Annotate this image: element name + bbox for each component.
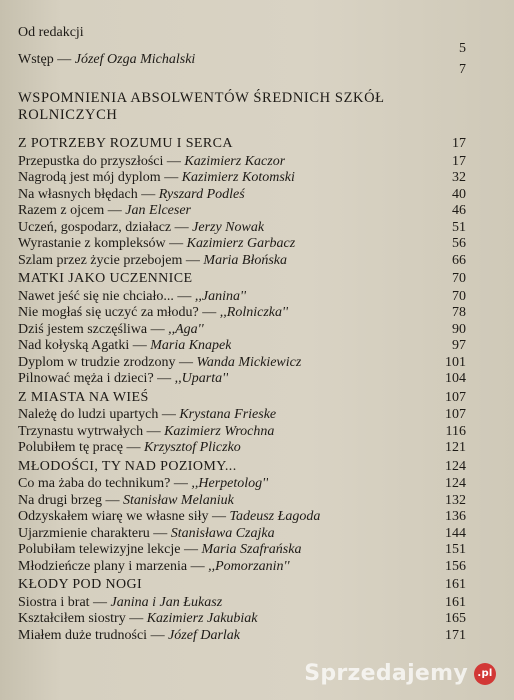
entry-title: Razem z ojcem — [18, 203, 105, 218]
toc-entry: Młodzieńcze plany i marzenia — ,,Pomorzanin'' 156 — [18, 558, 466, 574]
entry-author: Kazimierz Garbacz — [186, 236, 296, 251]
part-heading-line2: ROLNICZYCH — [18, 107, 118, 123]
entry-page: 70 — [452, 288, 466, 304]
entry-author: ,,Uparta'' — [174, 371, 229, 386]
part-heading-line1: WSPOMNIENIA ABSOLWENTÓW ŚREDNICH SZKÓŁ — [18, 90, 385, 106]
entry-page: 5 — [459, 41, 466, 56]
entry-page: 132 — [445, 492, 466, 508]
entry-title: Pilnować męża i dzieci? — [18, 371, 154, 386]
toc-entry: Odzyskałem wiarę we własne siły — Tadeusz Łagoda 136 — [18, 509, 466, 524]
entry-title: Przepustka do przyszłości — [18, 153, 164, 169]
entry-title: Polubiłem tę pracę — [18, 440, 123, 455]
entry-author: Krystana Frieske — [179, 407, 277, 422]
entry-author: ,,Pomorzanin'' — [208, 558, 290, 574]
entry-title: Na własnych błędach — [18, 186, 138, 202]
toc-section-heading — [18, 389, 466, 406]
watermark-badge: .pl — [474, 663, 496, 685]
entry-page: 101 — [445, 354, 466, 370]
toc-entry-wstep: Wstęp — Józef Ozga Michalski — [18, 52, 196, 67]
entry-page: 165 — [445, 611, 466, 626]
entry-page: 121 — [445, 440, 466, 455]
entry-page: 46 — [452, 203, 466, 218]
toc-entry: Dyplom w trudzie zrodzony — Wanda Mickiewicz 101 — [18, 354, 466, 370]
entry-page: 97 — [452, 338, 466, 353]
entry-title: Nad kołyską Agatki — [18, 338, 130, 353]
entry-page: 104 — [445, 371, 466, 386]
entry-title: Odzyskałem wiarę we własne siły — [18, 509, 209, 524]
entry-title: Szlam przez życie przebojem — [18, 252, 183, 268]
entry-title: Należę do ludzi upartych — [18, 407, 159, 422]
entry-page: 161 — [445, 594, 466, 610]
toc-entry: Uczeń, gospodarz, działacz — Jerzy Nowak 51 — [18, 219, 466, 235]
toc-entry: Co ma żaba do technikum? — ,,Herpetolog'' 124 — [18, 476, 466, 491]
toc-entry: Przepustka do przyszłości — Kazimierz Kaczor 17 — [18, 153, 466, 169]
entry-author: ,,Herpetolog'' — [191, 476, 269, 491]
toc-entry: Szlam przez życie przebojem — Maria Błońska 66 — [18, 252, 466, 268]
entry-author: Józef Darlak — [168, 627, 241, 643]
watermark-logo: Sprzedajemy .pl — [304, 661, 496, 686]
entry-author: ,,Janina'' — [194, 288, 246, 304]
entry-page: 78 — [452, 305, 466, 320]
section-page: 70 — [452, 271, 466, 286]
entry-title: Siostra i brat — [18, 594, 90, 610]
entry-page: 32 — [452, 170, 466, 185]
entry-page: 151 — [445, 542, 466, 557]
toc-entry: Siostra i brat — Janina i Jan Łukasz 161 — [18, 594, 466, 610]
section-page: 107 — [445, 389, 466, 405]
toc-entry: Trzynastu wytrwałych — Kazimierz Wrochna 116 — [18, 423, 466, 439]
toc-entry: Na własnych błędach — Ryszard Podleś 40 — [18, 186, 466, 202]
entry-title: Polubiłam telewizyjne lekcje — [18, 542, 181, 557]
toc-entry: Dziś jestem szczęśliwa — ,,Aga'' 90 — [18, 321, 466, 337]
entry-author: Maria Szafrańska — [201, 542, 302, 557]
section-title: MŁODOŚCI, TY NAD POZIOMY... — [18, 458, 237, 474]
entry-title: Miałem duże trudności — [18, 627, 148, 643]
section-page: 17 — [452, 136, 466, 151]
entry-author: Wanda Mickiewicz — [196, 354, 302, 370]
entry-title: Co ma żaba do technikum? — [18, 476, 171, 491]
toc-entry: Ujarzmienie charakteru — Stanisława Czajka 144 — [18, 525, 466, 541]
toc-entry: Nie mogłaś się uczyć za młodu? — ,,Rolniczka'' 78 — [18, 305, 466, 320]
entry-title: Trzynastu wytrwałych — [18, 423, 144, 439]
entry-author: Maria Knapek — [150, 338, 232, 353]
entry-page: 136 — [445, 509, 466, 524]
toc-section-heading — [18, 576, 466, 593]
entry-title: Wstęp — [18, 52, 54, 67]
section-page: 161 — [445, 577, 466, 592]
entry-title: Nie mogłaś się uczyć za młodu? — [18, 305, 199, 320]
entry-title: Kształciłem siostry — [18, 611, 126, 626]
toc-entry-od-redakcji — [18, 24, 466, 41]
entry-page: 7 — [459, 62, 466, 77]
entry-author: Kazimierz Kaczor — [184, 153, 286, 169]
entry-title: Uczeń, gospodarz, działacz — [18, 219, 172, 235]
entry-author: ,,Rolniczka'' — [219, 305, 288, 320]
entry-author: Maria Błońska — [203, 252, 288, 268]
toc-section-heading — [18, 458, 466, 475]
section-title: Z POTRZEBY ROZUMU I SERCA — [18, 136, 233, 151]
entry-title: Dziś jestem szczęśliwa — [18, 321, 148, 337]
section-page: 124 — [445, 458, 466, 474]
entry-page: 107 — [445, 407, 466, 422]
entry-page: 17 — [452, 153, 466, 169]
section-title: Z MIASTA NA WIEŚ — [18, 389, 149, 405]
entry-page: 171 — [445, 627, 466, 643]
toc-entry: Kształciłem siostry — Kazimierz Jakubiak 165 — [18, 611, 466, 626]
entry-page: 124 — [445, 476, 466, 491]
entry-author: Kazimierz Kotomski — [181, 170, 295, 185]
toc-entry: Na drugi brzeg — Stanisław Melaniuk 132 — [18, 492, 466, 508]
entry-title: Dyplom w trudzie zrodzony — [18, 354, 176, 370]
toc-entry-wstep-page — [18, 61, 466, 78]
toc-entry: Pilnować męża i dzieci? — ,,Uparta'' 104 — [18, 371, 466, 386]
entry-page: 90 — [452, 321, 466, 337]
entry-page: 40 — [452, 186, 466, 202]
entry-page: 56 — [452, 236, 466, 251]
entry-title: Na drugi brzeg — [18, 492, 102, 508]
entry-author: Józef Ozga Michalski — [74, 52, 196, 67]
toc-entry: Wyrastanie z kompleksów — Kazimierz Garbacz 56 — [18, 236, 466, 251]
entry-author: Kazimierz Wrochna — [164, 423, 275, 439]
entry-author: Jan Elceser — [125, 203, 191, 218]
toc-entry: Miałem duże trudności — Józef Darlak 171 — [18, 627, 466, 643]
entry-author: Krzysztof Pliczko — [143, 440, 241, 455]
entry-title: Nawet jeść się nie chciało... — [18, 288, 174, 304]
entry-title: Wyrastanie z kompleksów — [18, 236, 166, 251]
entry-author: ,,Aga'' — [168, 321, 204, 337]
entry-author: Stanisława Czajka — [170, 525, 275, 541]
toc-section-heading — [18, 135, 466, 152]
entry-page: 116 — [445, 423, 466, 439]
entry-page: 51 — [452, 219, 466, 235]
entry-author: Ryszard Podleś — [158, 186, 245, 202]
toc-entry: Razem z ojcem — Jan Elceser 46 — [18, 203, 466, 218]
entry-author: Janina i Jan Łukasz — [110, 594, 223, 610]
entry-author: Jerzy Nowak — [192, 219, 265, 235]
entry-author: Tadeusz Łagoda — [229, 509, 321, 524]
entry-page: 156 — [445, 558, 466, 574]
section-title: MATKI JAKO UCZENNICE — [18, 271, 193, 286]
entry-page: 66 — [452, 252, 466, 268]
entry-title: Od redakcji — [18, 25, 84, 40]
entry-title: Ujarzmienie charakteru — [18, 525, 150, 541]
entry-title: Młodzieńcze plany i marzenia — [18, 558, 188, 574]
toc-entry: Nagrodą jest mój dyplom — Kazimierz Kotomski 32 — [18, 170, 466, 185]
entry-title: Nagrodą jest mój dyplom — [18, 170, 161, 185]
toc-entry: Nad kołyską Agatki — Maria Knapek 97 — [18, 338, 466, 353]
toc-section-heading — [18, 270, 466, 287]
toc-entry: Polubiłam telewizyjne lekcje — Maria Szafrańska 151 — [18, 542, 466, 557]
toc-entry: Nawet jeść się nie chciało... — ,,Janina'' 70 — [18, 288, 466, 304]
toc-entry: Należę do ludzi upartych — Krystana Frieske 107 — [18, 407, 466, 422]
section-title: KŁODY POD NOGI — [18, 577, 143, 592]
entry-author: Kazimierz Jakubiak — [146, 611, 258, 626]
entry-author: Stanisław Melaniuk — [122, 492, 234, 508]
entry-page: 144 — [445, 525, 466, 541]
toc-entry: Polubiłem tę pracę — Krzysztof Pliczko 121 — [18, 440, 466, 455]
